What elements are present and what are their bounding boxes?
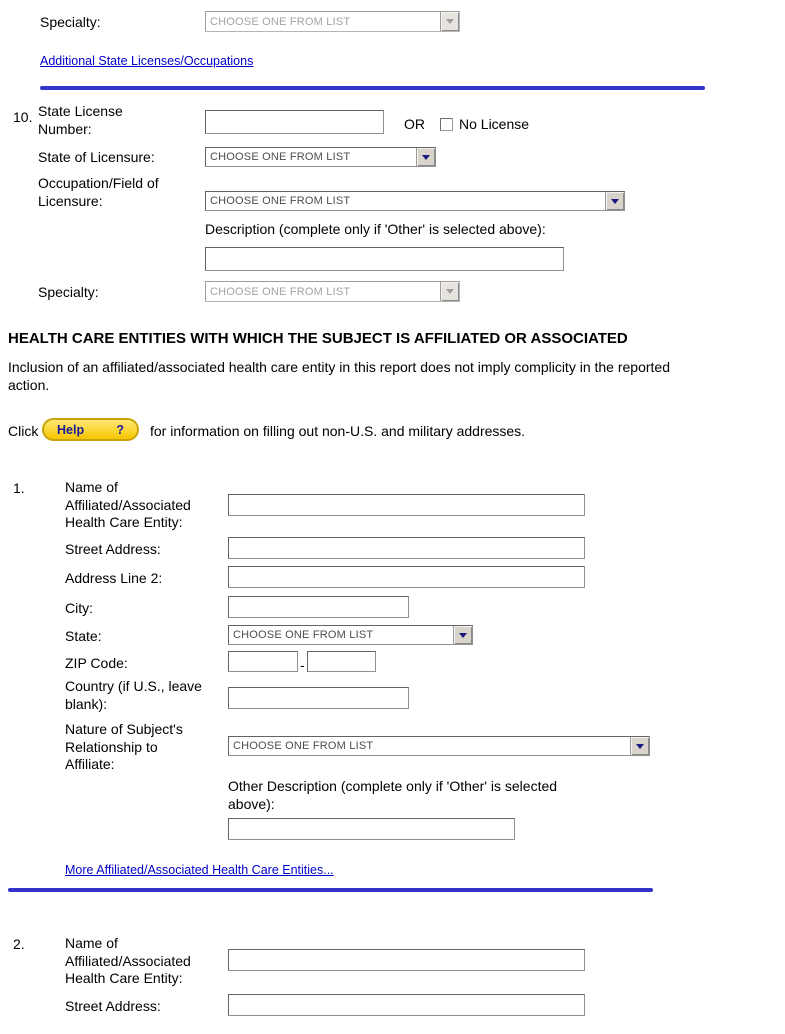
help-button[interactable] (42, 418, 139, 441)
more-entities-link[interactable]: More Affiliated/Associated Health Care Entities... (65, 863, 334, 877)
help-instruction-text: for information on filling out non-U.S. and military addresses. (150, 423, 526, 439)
occupation-label: Occupation/Field of Licensure: (38, 175, 159, 209)
combo-dropdown-button[interactable] (453, 626, 472, 644)
specialty-select-value: CHOOSE ONE FROM LIST (210, 285, 351, 298)
occupation-select-value: CHOOSE ONE FROM LIST (210, 195, 351, 207)
specialty-select (205, 281, 460, 302)
chevron-down-icon (446, 289, 454, 294)
entity1-other-description-label: Other Description (complete only if 'Other' is selected above): (228, 778, 558, 812)
state-license-number-label: State License Number: (38, 103, 123, 137)
entity1-city-label: City: (65, 600, 93, 616)
no-license-label: No License (459, 116, 530, 132)
help-button-label: Help (57, 422, 85, 437)
entity1-country-input[interactable] (228, 687, 409, 709)
state-of-licensure-label: State of Licensure: (38, 149, 155, 165)
specialty-top-select (205, 11, 460, 32)
or-label: OR (404, 116, 425, 132)
entity1-address2-label: Address Line 2: (65, 570, 163, 586)
entity1-nature-select[interactable] (228, 736, 650, 756)
state-of-licensure-select-value: CHOOSE ONE FROM LIST (210, 151, 351, 163)
entity1-zip-separator: - (300, 657, 305, 673)
specialty-label: Specialty: (38, 284, 99, 300)
entity1-name-input[interactable] (228, 494, 585, 516)
additional-licenses-link[interactable]: Additional State Licenses/Occupations (40, 54, 254, 68)
entity1-state-select-value: CHOOSE ONE FROM LIST (233, 629, 374, 641)
combo-dropdown-button[interactable] (605, 192, 624, 210)
entity1-nature-select-value: CHOOSE ONE FROM LIST (233, 740, 374, 752)
entity1-other-description-input[interactable] (228, 818, 515, 840)
combo-dropdown-button (440, 12, 459, 31)
entity1-zip-label: ZIP Code: (65, 655, 128, 671)
entity1-zip-ext-input[interactable] (307, 651, 376, 672)
item-2-number: 2. (13, 936, 25, 952)
entity1-state-label: State: (65, 628, 102, 644)
chevron-down-icon (611, 199, 619, 204)
click-label: Click (8, 423, 39, 439)
section-note: Inclusion of an affiliated/associated health care entity in this report does not imply complicity in the reported action. (8, 359, 670, 394)
entity1-street-input[interactable] (228, 537, 585, 559)
entity1-nature-label: Nature of Subject's Relationship to Affiliate: (65, 721, 183, 773)
specialty-top-select-value: CHOOSE ONE FROM LIST (210, 15, 351, 28)
description-label: Description (complete only if 'Other' is selected above): (205, 221, 546, 237)
description-input[interactable] (205, 247, 564, 271)
entity2-name-input[interactable] (228, 949, 585, 971)
section-divider-2 (8, 888, 653, 892)
chevron-down-icon (446, 19, 454, 24)
entity1-name-label: Name of Affiliated/Associated Health Care Entity: (65, 479, 191, 531)
entity1-address2-input[interactable] (228, 566, 585, 588)
entity1-street-label: Street Address: (65, 541, 161, 557)
occupation-select[interactable] (205, 191, 625, 211)
entity2-name-label: Name of Affiliated/Associated Health Care Entity: (65, 935, 191, 987)
chevron-down-icon (422, 155, 430, 160)
entity1-city-input[interactable] (228, 596, 409, 618)
entity1-zip-input[interactable] (228, 651, 298, 672)
chevron-down-icon (459, 633, 467, 638)
section-divider (40, 86, 705, 90)
entity2-street-label: Street Address: (65, 998, 161, 1014)
combo-dropdown-button (440, 282, 459, 301)
entity1-state-select[interactable] (228, 625, 473, 645)
specialty-top-label: Specialty: (40, 14, 101, 30)
chevron-down-icon (636, 744, 644, 749)
entity2-street-input[interactable] (228, 994, 585, 1016)
question-mark-icon: ? (116, 422, 124, 437)
section-heading: HEALTH CARE ENTITIES WITH WHICH THE SUBJECT IS AFFILIATED OR ASSOCIATED (8, 330, 628, 347)
state-of-licensure-select[interactable] (205, 147, 436, 167)
item-10-number: 10. (13, 109, 33, 125)
item-1-number: 1. (13, 480, 25, 496)
no-license-checkbox[interactable] (440, 118, 453, 131)
state-license-number-input[interactable] (205, 110, 384, 134)
entity1-country-label: Country (if U.S., leave blank): (65, 678, 202, 712)
combo-dropdown-button[interactable] (416, 148, 435, 166)
combo-dropdown-button[interactable] (630, 737, 649, 755)
